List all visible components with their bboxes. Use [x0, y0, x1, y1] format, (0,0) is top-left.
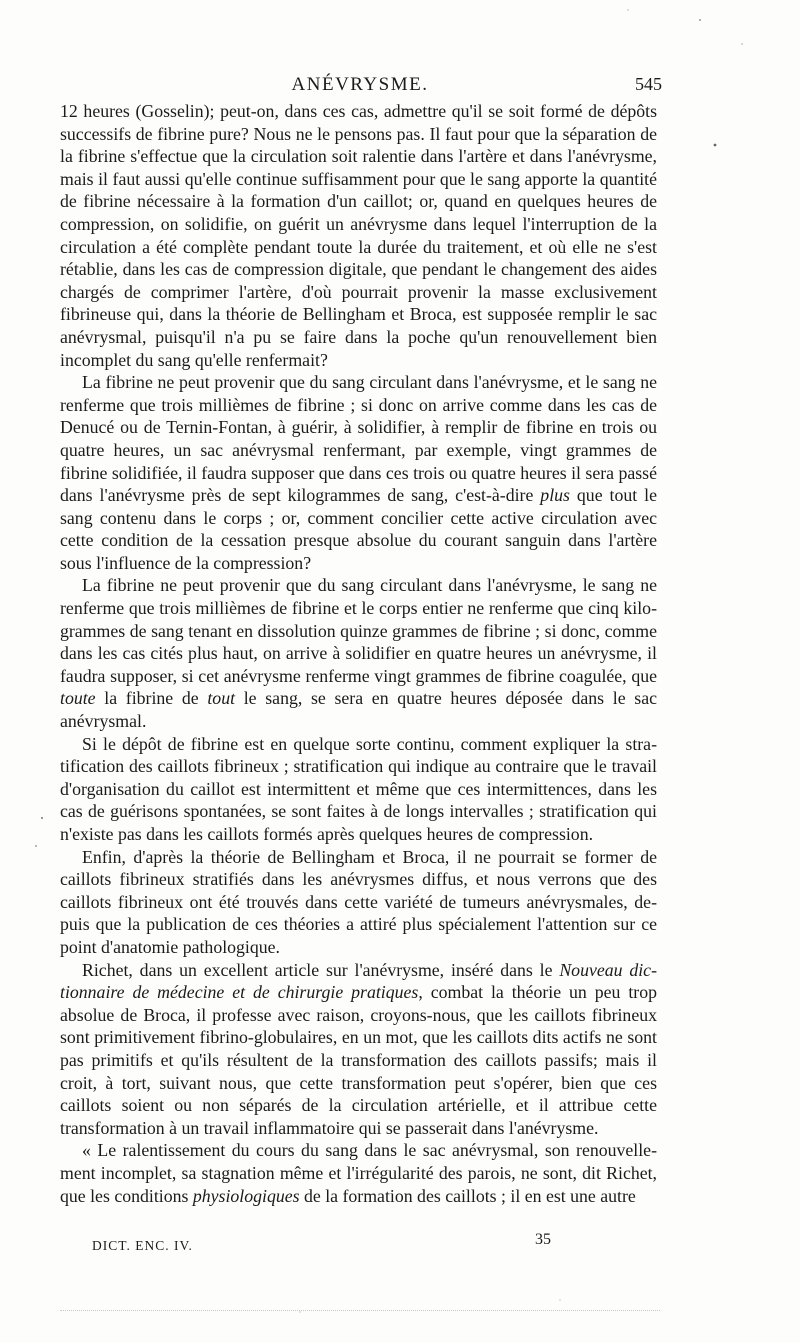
body-text — [60, 100, 657, 1207]
text-run: de la formation des caillots ; il en est une autre — [299, 1185, 636, 1206]
italic-text: Nouveau dictionnaire de médecine et de chirurgie pratiques — [60, 959, 657, 1003]
running-title: ANÉVRYSME. — [291, 74, 429, 95]
signature-number: 35 — [535, 1231, 551, 1248]
italic-text: physiologiques — [192, 1185, 300, 1206]
text-run: « Le ralentissement du cours du sang dans le sac anévrysmal, son renouvellement incomplet, sa stagnation même et l'irrégularité des parois, ne sont, dit Richet, que les conditions — [60, 1140, 657, 1206]
text-run: Enfin, d'après la théorie de Bellingham et Broca, il ne pourrait se former de caillots fibrineux stratifiés dans les anévrysmes diffus, et nous verrons que des caillots fibrineux ont été trouvés dans cette variété de tumeurs anévrysmales, depuis que la publication de ces théories a attiré plus spécialement l'attention sur ce point d'anatomie pathologique. — [60, 846, 657, 957]
printer-signature: DICT. ENC. IV. — [92, 1238, 193, 1253]
text-run: que tout le sang contenu dans le corps ; or, comment concilier cette active circulation avec cette condition de la cessation presque absolue du courant sanguin dans l'artère sous l'influence de la compression? — [60, 485, 657, 573]
text-run: le sang, se sera en quatre heures déposée dans le sac anévrysmal. — [60, 688, 657, 732]
paragraph — [60, 371, 657, 574]
paragraph — [60, 100, 657, 371]
paragraph — [60, 1139, 657, 1207]
italic-text: plus — [540, 485, 570, 506]
page-footer — [60, 1231, 660, 1258]
italic-text: toute — [60, 688, 96, 709]
paragraph — [60, 959, 657, 1140]
italic-text: tout — [207, 688, 236, 709]
page-number: 545 — [635, 74, 662, 94]
paragraph — [60, 846, 657, 959]
text-run: , combat la théorie un peu trop absolue de Broca, il professe avec raison, croyons-nous, que les caillots fibrineux sont primitivement fibrino-globulaires, en un mot, que les caillots dits actifs ne sont pas primitifs et qu'ils résultent de la transformation des caillots passifs; mais il croit, à tort, suivant nous, que cette transformation peut s'opérer, bien que ces caillots soient ou non séparés de la circulation artérielle, et il attribue cette transformation à un travail inflammatoire qui se passerait dans l'anévrysme. — [60, 982, 657, 1138]
text-run: la fibrine de — [95, 688, 208, 709]
running-head — [60, 72, 660, 100]
paragraph — [60, 574, 657, 732]
text-run: La fibrine ne peut provenir que du sang circulant dans l'anévrysme, et le sang ne renferme que trois millièmes de fibrine ; si donc on arrive comme dans les cas de Denucé ou de Ternin-Fontan, à guérir, à solidifier, à remplir de fibrine en trois ou quatre heures, un sac anévrysmal renfermant, par exemple, vingt grammes de fibrine solidifiée, il faudra supposer que dans ces trois ou quatre heures il sera passé dans l'anévrysme près de sept kilogrammes de sang, c'est-à-dire — [60, 372, 657, 506]
text-run: 12 heures (Gosselin); peut-on, dans ces cas, admettre qu'il se soit formé de dépôts successifs de fibrine pure? Nous ne le pensons pas. Il faut pour que la séparation de la fibrine s'effectue que la circulation soit ralentie dans l'artère et dans l'anévrysme, mais il faut aussi qu'elle continue suffisamment pour que le sang apporte la quantité de fibrine nécessaire à la formation d'un caillot; or, quand en quelques heures de compression, on solidifie, on guérit un anévrysme dans lequel l'interruption de la circulation a été complète pendant toute la durée du traitement, et où elle ne s'est rétablie, dans les cas de compression digitale, que pendant le changement des aides chargés de comprimer l'artère, d'où pourrait provenir la masse exclusivement fibrineuse qui, dans la théorie de Bellingham et Broca, est supposée remplir le sac anévrysmal, puisqu'il n'a pu se faire dans la poche qu'un renouvellement bien incomplet du sang qu'elle renfermait? — [60, 101, 657, 370]
bottom-dotted-rule — [60, 1310, 660, 1312]
text-run: Richet, dans un excellent article sur l'anévrysme, inséré dans le — [82, 959, 560, 980]
paragraph — [60, 733, 657, 846]
text-run: La fibrine ne peut provenir que du sang circulant dans l'anévrysme, le sang ne renferme que trois millièmes de fibrine et le corps entier ne renferme que cinq kilogrammes de sang tenant en dissolution quinze grammes de fibrine ; si donc, comme dans les cas cités plus haut, on arrive à solidifier en quatre heures un anévrysme, il faudra supposer, si cet anévrysme renferme vingt grammes de fibrine coagulée, que — [60, 575, 657, 686]
text-run: Si le dépôt de fibrine est en quelque sorte continu, comment expliquer la stratification des caillots fibrineux ; stratification qui indique au contraire que le travail d'organisation du caillot est intermittent et même que ces intermittences, dans les cas de guérisons spontanées, se sont faites à de longs intervalles ; stratification qui n'existe pas dans les caillots formés après quelques heures de compression. — [60, 733, 657, 844]
